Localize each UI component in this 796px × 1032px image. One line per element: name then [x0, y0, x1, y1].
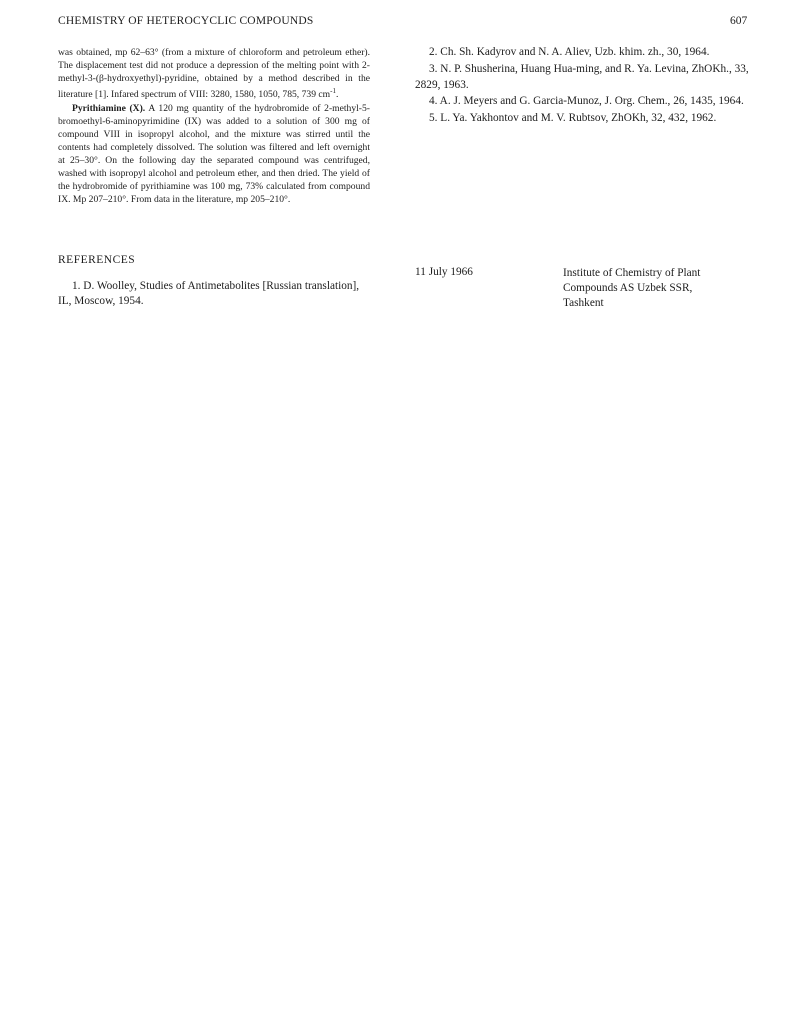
compound-heading: Pyrithiamine (X).	[72, 102, 146, 114]
received-date: 11 July 1966	[415, 266, 473, 278]
superscript: -1	[330, 87, 336, 96]
paragraph-compound-viii	[58, 46, 370, 102]
affiliation-line: Tashkent	[563, 297, 604, 310]
paragraph-text: was obtained, mp 62–63° (from a mixture of chloroform and petroleum ether). The displacement test did not produce a depression of the melting point with 2-methyl-3-(β-hydroxyethyl)-pyridine, obtained by a method described in the literature [1]. Infared spectrum of VIII: 3280, 1580, 1050, 785, 739 cm	[58, 47, 370, 101]
running-header-title: CHEMISTRY OF HETEROCYCLIC COMPOUNDS	[58, 15, 314, 27]
reference-item-3: 3. N. P. Shusherina, Huang Hua-ming, and R. Ya. Levina, ZhOKh., 33, 2829, 1963.	[415, 62, 749, 91]
left-column	[58, 46, 370, 206]
reference-item-2: 2. Ch. Sh. Kadyrov and N. A. Aliev, Uzb. khim. zh., 30, 1964.	[429, 46, 710, 58]
affiliation	[563, 266, 763, 312]
paragraph-text: A 120 mg quantity of the hydrobromide of 2-methyl-5-bromoethyl-6-aminopyrimidine (IX) was added to a solution of 300 mg of compound VIII in isopropyl alcohol, and the mixture was stirred until the contents had completely dissolved. The solution was filtered and left overnight at 25–30°. On the following day the separated compound was centrifuged, washed with isopropyl alcohol and petroleum ether, and then dried. The yield of the hydrobromide of pyrithiamine was 100 mg, 73% calculated from compound IX. Mp 207–210°. From data in the literature, mp 205–210°.	[58, 102, 370, 206]
reference-item-5: 5. L. Ya. Yakhontov and M. V. Rubtsov, ZhOKh, 32, 432, 1962.	[429, 112, 717, 125]
paragraph-pyrithiamine	[58, 102, 370, 207]
references-right-column	[415, 45, 750, 128]
affiliation-line: Institute of Chemistry of Plant	[563, 267, 701, 279]
reference-item-1: 1. D. Woolley, Studies of Antimetabolites [Russian translation], IL, Moscow, 1954.	[58, 280, 360, 308]
paragraph-end: .	[335, 89, 339, 101]
page-number: 607	[730, 15, 748, 27]
reference-item-4: 4. A. J. Meyers and G. Garcia-Munoz, J. Org. Chem., 26, 1435, 1964.	[429, 95, 744, 108]
references-heading: REFERENCES	[58, 254, 136, 266]
affiliation-line: Compounds AS Uzbek SSR,	[563, 282, 693, 295]
